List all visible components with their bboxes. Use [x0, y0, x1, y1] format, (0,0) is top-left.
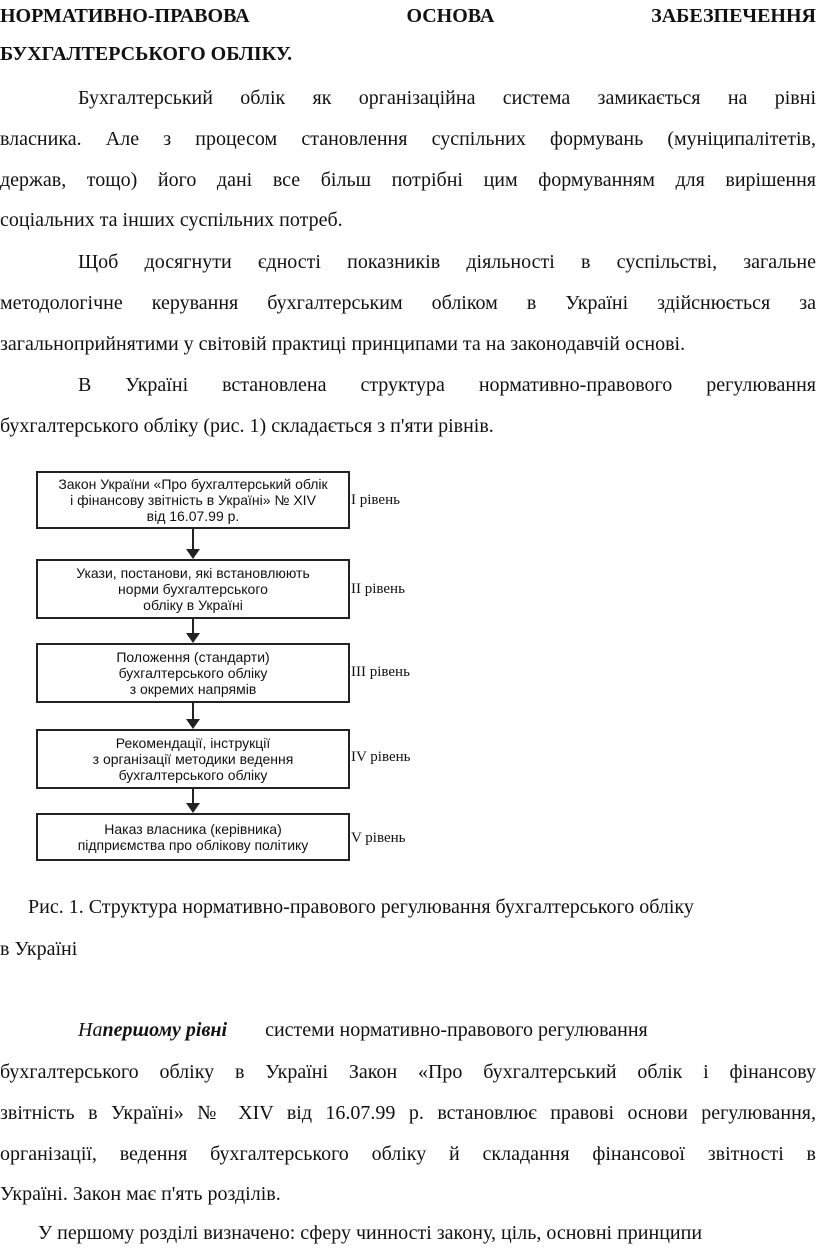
level-1-box [36, 471, 350, 529]
level-2-text-1: Укази, постанови, які встановлюють [76, 565, 310, 581]
level-4-box [36, 729, 350, 789]
structure-diagram [30, 463, 430, 873]
level-5-box [36, 813, 350, 861]
paragraph-4-line-1-rest: системи нормативно-правового регулювання [265, 1019, 648, 1041]
level-4-label: IV рівень [351, 749, 411, 765]
arrow-1-2 [186, 529, 200, 559]
paragraph-2-line-3: загальноприйнятими у світовій практиці принципами та на законодавчій основі. [0, 333, 686, 355]
level-3-box [36, 643, 350, 703]
level-1-text-1: Закон України «Про бухгалтерський облік [58, 476, 328, 492]
figure-caption-line-1: Рис. 1. Структура нормативно-правового регулювання бухгалтерського обліку [28, 896, 694, 918]
level-2-text-3: обліку в Україні [143, 597, 243, 613]
level-5-text-1: Наказ власника (керівника) [104, 821, 282, 837]
level-3-label: III рівень [351, 664, 410, 680]
paragraph-4-word-na: На [78, 1019, 103, 1041]
paragraph-4-line-2: бухгалтерського обліку в Україні Закон «Про бухгалтерський облік і фінансову [0, 1061, 816, 1083]
heading-word-3: ЗАБЕЗПЕЧЕННЯ [651, 5, 816, 27]
paragraph-5-line-1: У першому розділі визначено: сферу чинності закону, ціль, основні принципи [38, 1222, 703, 1244]
figure-caption-line-2: в Україні [0, 938, 78, 960]
level-2-text-2: норми бухгалтерського [118, 581, 268, 597]
paragraph-4-line-1 [0, 1018, 816, 1042]
level-2-label: II рівень [351, 581, 405, 597]
paragraph-4-line-4: організації, ведення бухгалтерського обліку й складання фінансової звітності в [0, 1143, 816, 1165]
level-1-label: I рівень [351, 492, 400, 508]
level-3-text-2: бухгалтерського обліку [118, 665, 268, 681]
paragraph-1-line-2: власника. Але з процесом становлення суспільних формувань (муніципалітетів, [0, 128, 816, 150]
level-1-text-3: від 16.07.99 р. [146, 508, 240, 524]
paragraph-2-line-1: Щоб досягнути єдності показників діяльності в суспільстві, загальне [78, 251, 816, 273]
paragraph-3-line-2: бухгалтерського обліку (рис. 1) складається з п'яти рівнів. [0, 415, 494, 437]
arrow-4-5 [186, 789, 200, 813]
paragraph-4-line-5: Україні. Закон має п'ять розділів. [0, 1183, 281, 1205]
level-3-text-3: з окремих напрямів [129, 681, 257, 697]
heading-line-1 [0, 4, 816, 28]
arrow-3-4 [186, 703, 200, 729]
paragraph-4-emphasis: першому рівні [102, 1019, 228, 1041]
level-1-text-2: і фінансову звітність в Україні» № XIV [70, 492, 316, 508]
paragraph-3-line-1: В Україні встановлена структура нормативно-правового регулювання [78, 374, 816, 396]
paragraph-4-line-3: звітність в Україні» № XIV від 16.07.99 р. встановлює правові основи регулювання, [0, 1102, 816, 1124]
level-2-box [36, 559, 350, 619]
arrow-2-3 [186, 619, 200, 643]
paragraph-1-line-3: держав, тощо) його дані все більш потрібні цим формуванням для вирішення [0, 169, 816, 191]
level-4-text-2: з організації методики ведення [92, 751, 294, 767]
level-5-text-2: підприємства про облікову політику [77, 837, 309, 853]
heading-word-2: ОСНОВА [406, 5, 495, 27]
heading-word-1: НОРМАТИВНО-ПРАВОВА [0, 5, 250, 27]
level-3-text-1: Положення (стандарти) [116, 649, 270, 665]
level-5-label: V рівень [351, 830, 406, 846]
heading-line-2: БУХГАЛТЕРСЬКОГО ОБЛІКУ. [0, 43, 293, 65]
paragraph-2-line-2: методологічне керування бухгалтерським обліком в Україні здійснюється за [0, 292, 816, 314]
paragraph-1-line-1: Бухгалтерський облік як організаційна система замикається на рівні [78, 87, 816, 109]
paragraph-1-line-4: соціальних та інших суспільних потреб. [0, 209, 343, 231]
level-4-text-1: Рекомендації, інструкції [115, 735, 271, 751]
level-4-text-3: бухгалтерського обліку [118, 767, 268, 783]
